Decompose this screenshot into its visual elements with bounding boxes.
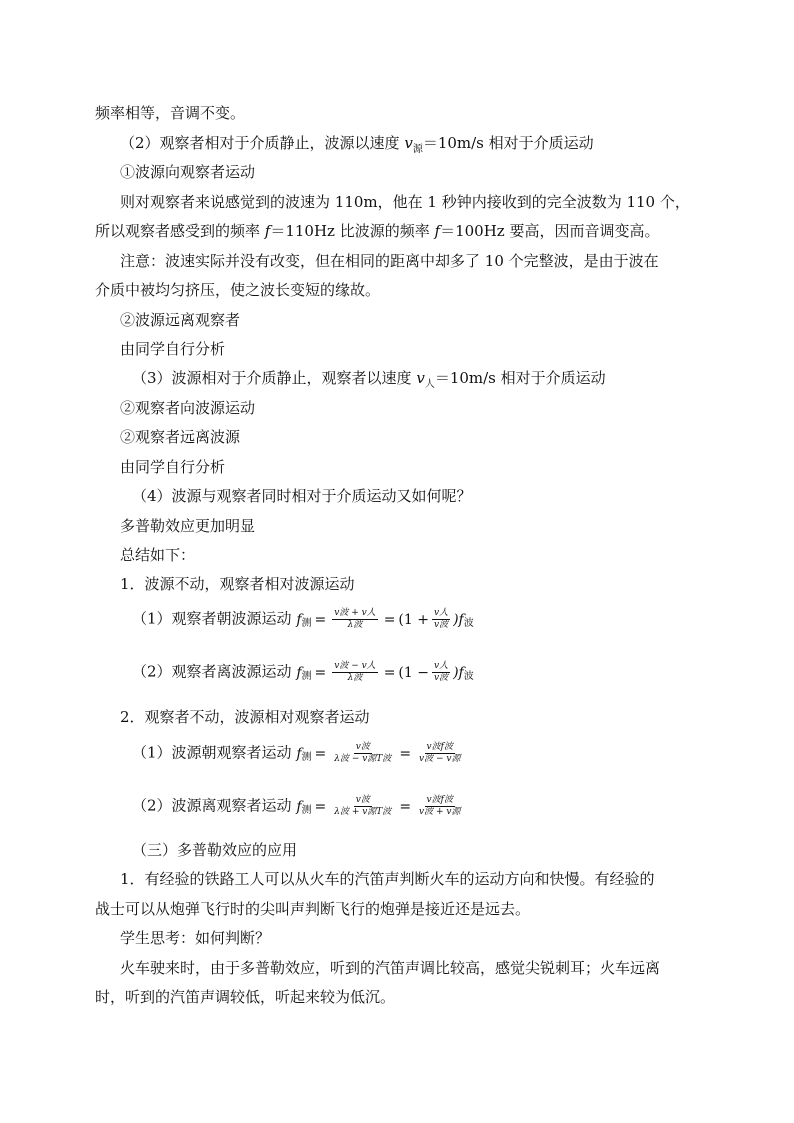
text-span: 由同学自行分析	[120, 458, 226, 476]
equals-sign: =	[314, 745, 327, 762]
equals-sign: =	[399, 798, 412, 815]
text-line	[132, 368, 606, 391]
numerator: v人	[433, 661, 449, 671]
text-span: （三）多普勒效应的应用	[132, 841, 298, 859]
subscript: 人	[424, 379, 435, 390]
text-line	[120, 516, 255, 536]
formula-symbol: f	[296, 798, 302, 815]
fraction	[432, 608, 450, 631]
formula-source-away	[296, 795, 465, 818]
equals-sign: =	[383, 611, 396, 628]
numerator: v波 − v人	[334, 661, 376, 671]
text-span: 2．观察者不动，波源相对观察者运动	[120, 708, 370, 726]
fraction	[332, 742, 393, 765]
equals-sign: =	[314, 664, 327, 681]
denominator: λ波 + v源T波	[334, 807, 392, 817]
formula-observer-toward	[296, 608, 473, 631]
numerator: v波f波	[426, 795, 453, 805]
text-span: （1）波源朝观察者运动	[132, 743, 292, 762]
denominator: v波 + v源	[419, 807, 461, 817]
text-line	[120, 545, 195, 565]
formula-symbol: f	[296, 611, 302, 628]
denominator: λ波	[347, 673, 363, 683]
text-line	[120, 251, 659, 271]
subscript: 测	[301, 670, 312, 682]
formula-text: (1 −	[398, 664, 429, 681]
fraction	[417, 795, 462, 818]
text-span: ＝100Hz 要高，因而音调变高。	[440, 222, 660, 240]
text-line	[120, 928, 270, 948]
text-span: （2）观察者离波源运动	[132, 662, 292, 681]
formula-symbol: f	[296, 745, 302, 762]
numerator: v波 + v人	[334, 608, 376, 618]
numerator: v波f波	[426, 742, 453, 752]
fraction	[432, 661, 450, 684]
numerator: v人	[433, 608, 449, 618]
fraction	[332, 795, 393, 818]
formula-symbol: f	[296, 664, 302, 681]
text-span: ＝10m/s 相对于介质运动	[422, 134, 594, 152]
formula-line	[132, 661, 474, 684]
fraction	[332, 608, 377, 631]
numerator: v波	[355, 795, 370, 805]
text-span: （2）波源离观察者运动	[132, 796, 292, 815]
formula-line	[132, 795, 465, 818]
equals-sign: =	[399, 745, 412, 762]
text-span: 时，听到的汽笛声调较低，听起来较为低沉。	[95, 988, 396, 1006]
text-line	[132, 486, 472, 506]
text-span: 频率相等，音调不变。	[95, 104, 246, 122]
text-line	[95, 221, 659, 241]
text-line	[95, 899, 530, 919]
formula-source-toward	[296, 742, 465, 765]
subscript: 源	[412, 144, 423, 155]
text-line	[120, 162, 255, 182]
subscript: 测	[301, 617, 312, 629]
denominator: v波	[433, 620, 449, 630]
text-line	[120, 427, 240, 447]
formula-text: )f	[453, 611, 464, 628]
fraction	[332, 661, 377, 684]
text-line	[95, 103, 245, 123]
text-line	[120, 310, 240, 330]
equals-sign: =	[314, 798, 327, 815]
denominator: λ波	[347, 620, 363, 630]
velocity-symbol: v	[404, 134, 413, 152]
section-heading	[132, 840, 297, 860]
text-span: 则对观察者来说感觉到的波速为 110m，他在 1 秒钟内接收到的完全波数为 110 个，	[120, 193, 690, 211]
text-line	[120, 192, 690, 212]
text-line	[120, 958, 660, 978]
equals-sign: =	[314, 611, 327, 628]
numerator: v波	[355, 742, 370, 752]
text-line	[120, 707, 370, 727]
text-span: （2）观察者相对于介质静止，波源以速度	[120, 134, 405, 152]
formula-text: (1 +	[398, 611, 429, 628]
velocity-symbol: v	[416, 369, 425, 387]
text-span: （3）波源相对于介质静止，观察者以速度	[132, 369, 417, 387]
text-line	[120, 339, 225, 359]
text-span: 火车驶来时，由于多普勒效应，听到的汽笛声调比较高，感觉尖锐刺耳；火车远离	[120, 959, 661, 977]
text-span: ①波源向观察者运动	[120, 163, 256, 181]
text-span: ＝110Hz 比波源的频率	[270, 222, 435, 240]
frequency-symbol: f	[434, 222, 441, 240]
text-span: ＝10m/s 相对于介质运动	[434, 369, 606, 387]
text-span: ②观察者向波源运动	[120, 399, 256, 417]
subscript: 测	[301, 751, 312, 763]
frequency-symbol: f	[264, 222, 271, 240]
formula-line	[132, 608, 474, 631]
subscript: 波	[463, 670, 474, 682]
formula-observer-away	[296, 661, 473, 684]
text-span: 总结如下：	[120, 546, 196, 564]
text-line	[120, 133, 594, 156]
formula-text: )f	[453, 664, 464, 681]
text-line	[120, 398, 255, 418]
denominator: v波 − v源	[419, 754, 461, 764]
text-span: （1）观察者朝波源运动	[132, 609, 292, 628]
text-span: 1．有经验的铁路工人可以从火车的汽笛声判断火车的运动方向和快慢。有经验的	[120, 870, 655, 888]
formula-line	[132, 742, 465, 765]
denominator: v波	[433, 673, 449, 683]
text-span: 多普勒效应更加明显	[120, 517, 256, 535]
text-span: 所以观察者感受到的频率	[95, 222, 265, 240]
denominator: λ波 − v源T波	[334, 754, 392, 764]
subscript: 测	[301, 804, 312, 816]
text-span: 由同学自行分析	[120, 340, 226, 358]
text-line	[120, 457, 225, 477]
text-span: 1．波源不动，观察者相对波源运动	[120, 575, 355, 593]
fraction	[417, 742, 462, 765]
text-span: 学生思考：如何判断？	[120, 929, 271, 947]
subscript: 波	[463, 617, 474, 629]
text-line	[95, 280, 380, 300]
text-span: 注意：波速实际并没有改变，但在相同的距离中却多了 10 个完整波，是由于波在	[120, 252, 659, 270]
text-span: ②波源远离观察者	[120, 311, 241, 329]
text-line	[120, 574, 355, 594]
text-span: （4）波源与观察者同时相对于介质运动又如何呢？	[132, 487, 472, 505]
text-span: 战士可以从炮弹飞行时的尖叫声判断飞行的炮弹是接近还是远去。	[95, 900, 531, 918]
text-span: ②观察者远离波源	[120, 428, 241, 446]
text-line	[120, 869, 655, 889]
text-span: 介质中被均匀挤压，使之波长变短的缘故。	[95, 281, 381, 299]
equals-sign: =	[383, 664, 396, 681]
text-line	[95, 987, 395, 1007]
